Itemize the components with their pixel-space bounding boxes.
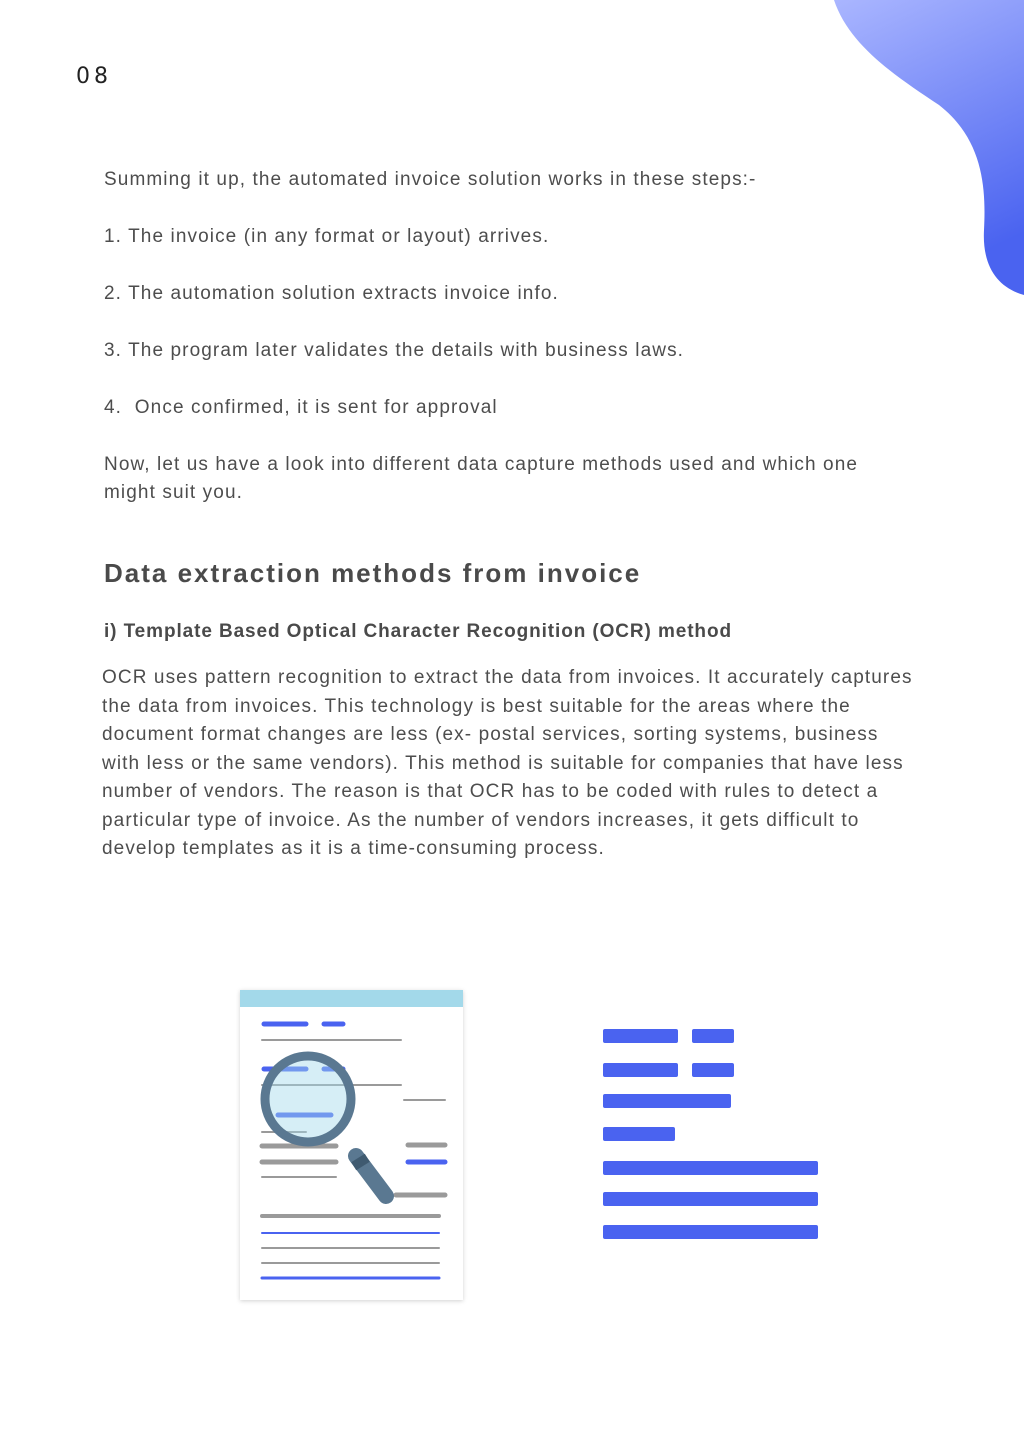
step-1: 1. The invoice (in any format or layout) arrives. [104, 226, 550, 247]
page-number: 08 [76, 64, 112, 89]
section-body: OCR uses pattern recognition to extract the data from invoices. It accurately captures the data from invoices. This technology is best suitable for the areas where the document format changes are less (ex- postal services, sorting systems, business with less or the same vendors). This method is suitable for companies that have less number of vendors. The reason is that OCR has to be coded with rules to detect a particular type of invoice. As the number of vendors increases, it gets difficult to develop templates as it is a time-consuming process. [102, 667, 913, 859]
decorative-blob [824, 0, 1024, 300]
step-3: 3. The program later validates the details with business laws. [104, 340, 685, 361]
intro-text: Summing it up, the automated invoice solution works in these steps:- [104, 169, 757, 190]
step-2: 2. The automation solution extracts invoice info. [104, 283, 559, 304]
outro-text: Now, let us have a look into different data capture methods used and which one might suit you. [104, 454, 859, 503]
step-4: 4. Once confirmed, it is sent for approval [104, 397, 498, 418]
extracted-text-lines-icon [600, 1026, 824, 1244]
section-subtitle: i) Template Based Optical Character Recognition (OCR) method [104, 621, 732, 642]
section-title: Data extraction methods from invoice [104, 558, 642, 588]
document-magnifier-icon [236, 986, 472, 1306]
